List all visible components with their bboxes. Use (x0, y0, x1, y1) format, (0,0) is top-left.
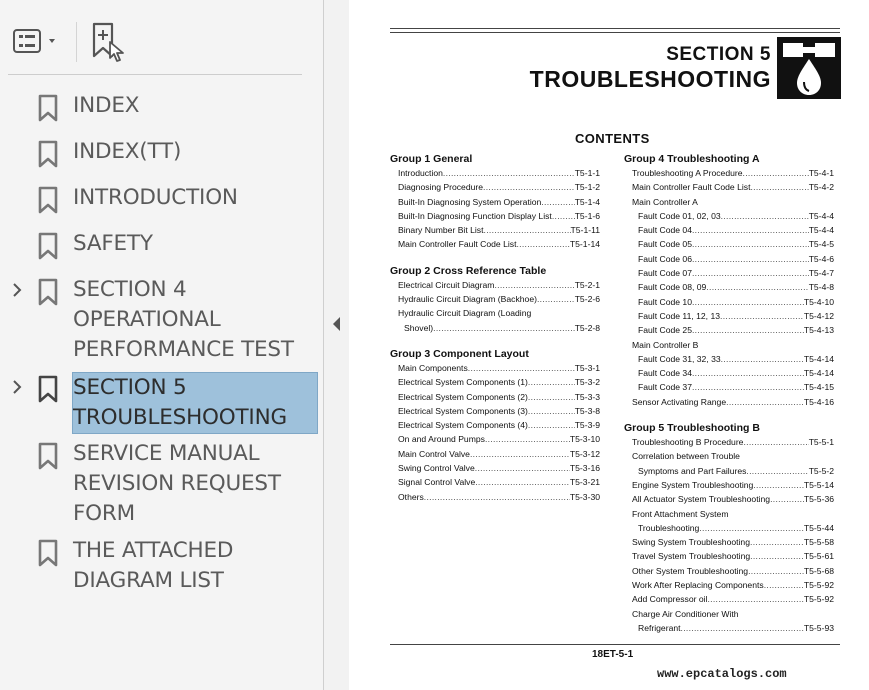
dot-leader (537, 292, 575, 306)
top-rule-2 (390, 32, 840, 33)
entry-title: Fault Code 05 (638, 239, 692, 250)
dot-leader (743, 166, 809, 180)
entry-title: Troubleshooting B Procedure (632, 437, 744, 448)
contents-left-column (390, 152, 600, 504)
entry-title: Electrical System Components (4) (398, 420, 528, 431)
entry-page: T5-4-12 (803, 310, 834, 321)
bookmark-label-line: TROUBLESHOOTING (73, 405, 287, 430)
entry-page: T5-3-8 (574, 405, 600, 416)
dot-leader (728, 507, 834, 521)
entry-page: T5-5-14 (803, 479, 834, 490)
contents-entry[interactable] (390, 166, 600, 180)
contents-entry[interactable] (624, 607, 834, 621)
dot-leader (692, 223, 809, 237)
dot-leader (706, 280, 808, 294)
dot-leader (753, 478, 804, 492)
entry-page: T5-3-21 (569, 477, 600, 488)
entry-title: Fault Code 25 (638, 325, 692, 336)
dot-leader (484, 223, 571, 237)
entry-title: Swing System Troubleshooting (632, 537, 750, 548)
dot-leader (698, 338, 834, 352)
entry-page: T5-5-92 (803, 594, 834, 605)
dot-leader (764, 578, 804, 592)
dot-leader (692, 266, 809, 280)
entry-page: T5-5-61 (803, 551, 834, 562)
contents-entry[interactable] (624, 295, 834, 309)
entry-page: T5-3-10 (569, 434, 600, 445)
bookmark-icon (38, 539, 58, 567)
collapse-panel-button[interactable] (326, 310, 346, 338)
contents-entry[interactable] (624, 549, 834, 563)
dot-leader (726, 395, 804, 409)
bookmark-icon (38, 278, 58, 306)
dot-leader (743, 435, 808, 449)
dot-leader (516, 237, 569, 251)
entry-title: Symptoms and Part Failures (638, 465, 747, 476)
bookmark-icon (38, 232, 58, 260)
bookmark-icon (38, 375, 58, 403)
contents-entry[interactable] (390, 180, 600, 194)
dot-leader (528, 404, 575, 418)
contents-entry[interactable] (390, 223, 600, 237)
entry-title: Electrical Circuit Diagram (398, 279, 495, 290)
entry-title: Main Controller Fault Code List (632, 182, 751, 193)
contents-entry[interactable] (624, 209, 834, 223)
bookmark-label-line: INDEX(TT) (73, 139, 182, 164)
entry-page: T5-4-6 (808, 253, 834, 264)
entry-title: Fault Code 08, 09 (638, 282, 707, 293)
entry-title: Fault Code 34 (638, 368, 692, 379)
dot-leader (475, 475, 570, 489)
entry-title: Electrical System Components (2) (398, 391, 528, 402)
toolbar-divider (8, 74, 302, 75)
dot-leader (750, 549, 804, 563)
entry-page: T5-1-14 (569, 239, 600, 250)
contents-entry[interactable] (624, 166, 834, 180)
dot-leader (746, 464, 808, 478)
contents-entry[interactable] (624, 535, 834, 549)
dot-leader (541, 195, 574, 209)
entry-page: T5-1-2 (574, 182, 600, 193)
contents-entry[interactable] (390, 418, 600, 432)
entry-page: T5-4-2 (808, 182, 834, 193)
entry-title: Electrical System Components (3) (398, 405, 528, 416)
bookmark-label (72, 372, 318, 434)
bookmark-label-line: SECTION 4 (73, 277, 187, 302)
contents-entry[interactable] (624, 578, 834, 592)
entry-title: Other System Troubleshooting (632, 565, 749, 576)
dot-leader (494, 278, 574, 292)
group-spacer (390, 252, 600, 264)
entry-page: T5-5-36 (803, 494, 834, 505)
dot-leader (528, 418, 575, 432)
bookmark-label-line: FORM (73, 501, 135, 526)
contents-entry[interactable] (390, 306, 600, 320)
dot-leader (750, 535, 804, 549)
list-options-icon (10, 22, 66, 60)
section-heading (530, 44, 771, 92)
entry-title: Charge Air Conditioner With (632, 608, 739, 619)
entry-page: T5-1-6 (574, 210, 600, 221)
entry-page: T5-4-10 (803, 296, 834, 307)
contents-entry[interactable] (624, 435, 834, 449)
bookmark-label (73, 439, 281, 529)
entry-title: Signal Control Valve (398, 477, 476, 488)
contents-group-heading: Group 3 Component Layout (390, 347, 529, 360)
contents-entry[interactable] (624, 309, 834, 323)
bookmark-label-line: INDEX (73, 93, 140, 118)
dot-leader (699, 521, 804, 535)
dot-leader (485, 432, 570, 446)
entry-title: Diagnosing Procedure (398, 182, 484, 193)
entry-title: Front Attachment System (632, 508, 729, 519)
dot-leader (748, 564, 804, 578)
entry-title: Correlation between Trouble (632, 451, 740, 462)
entry-page: T5-4-15 (803, 382, 834, 393)
dot-leader (740, 449, 834, 463)
bookmarks-panel (0, 0, 324, 690)
add-bookmark-icon (86, 20, 130, 64)
dot-leader (692, 295, 804, 309)
contents-entry[interactable] (390, 237, 600, 251)
entry-page: T5-4-14 (803, 368, 834, 379)
contents-entry[interactable] (624, 223, 834, 237)
bookmarks-toolbar (0, 0, 323, 74)
contents-entry[interactable] (624, 464, 834, 478)
entry-title: Fault Code 10 (638, 296, 692, 307)
contents-right-column (624, 152, 834, 635)
entry-title: Main Control Valve (398, 448, 470, 459)
entry-page: T5-2-1 (574, 279, 600, 290)
bookmark-label (73, 91, 139, 121)
entry-title: Binary Number Bit List (398, 225, 484, 236)
entry-page: T5-5-58 (803, 537, 834, 548)
contents-entry[interactable] (390, 195, 600, 209)
entry-title: Electrical System Components (1) (398, 377, 528, 388)
bookmark-label (73, 275, 294, 365)
dot-leader (770, 492, 804, 506)
contents-group-heading: Group 4 Troubleshooting A (624, 153, 760, 165)
entry-page: T5-5-44 (803, 522, 834, 533)
entry-title: Fault Code 07 (638, 268, 692, 279)
entry-title: Add Compressor oil (632, 594, 708, 605)
entry-title: Fault Code 04 (638, 225, 692, 236)
dot-leader (468, 361, 575, 375)
entry-title: Hydraulic Circuit Diagram (Backhoe) (398, 294, 537, 305)
contents-entry[interactable] (624, 180, 834, 194)
bookmark-label-line: SAFETY (73, 231, 153, 256)
bookmark-label-line: DIAGRAM LIST (73, 568, 224, 593)
entry-title: Troubleshooting A Procedure (632, 168, 743, 178)
contents-entry[interactable] (390, 361, 600, 375)
entry-page: T5-2-8 (574, 322, 600, 333)
contents-entry[interactable] (390, 321, 600, 335)
entry-title: Fault Code 11, 12, 13 (638, 310, 721, 321)
dot-leader (698, 195, 834, 209)
entry-page: T5-1-4 (574, 196, 600, 207)
contents-entry[interactable] (624, 195, 834, 209)
dot-leader (692, 237, 809, 251)
entry-title: Sensor Activating Range (632, 396, 727, 407)
entry-title: Hydraulic Circuit Diagram (Loading (398, 308, 532, 319)
entry-page: T5-4-13 (803, 325, 834, 336)
entry-title: Fault Code 01, 02, 03 (638, 210, 721, 221)
entry-title: Troubleshooting (638, 522, 700, 533)
entry-title: Travel System Troubleshooting (632, 551, 751, 562)
entry-title: Swing Control Valve (398, 463, 475, 474)
bookmark-icon (38, 442, 58, 470)
bookmark-label-line: SECTION 5 (73, 375, 187, 400)
contents-entry[interactable] (624, 478, 834, 492)
entry-page: T5-4-8 (808, 282, 834, 293)
dot-leader (531, 306, 600, 320)
bookmark-icon (38, 186, 58, 214)
chevron-right-icon[interactable] (9, 278, 25, 302)
entry-title: Built-In Diagnosing System Operation (398, 196, 542, 207)
contents-entry[interactable] (390, 375, 600, 389)
entry-page: T5-4-1 (808, 168, 834, 178)
dot-leader (483, 180, 575, 194)
section-number: SECTION 5 (666, 44, 771, 65)
oil-drop-icon (777, 37, 841, 99)
entry-page: T5-1-1 (574, 168, 600, 178)
document-page (349, 0, 869, 690)
entry-page: T5-4-14 (803, 353, 834, 364)
contents-entry[interactable] (624, 564, 834, 578)
entry-title: Built-In Diagnosing Function Display List (398, 210, 552, 221)
contents-entry[interactable] (624, 449, 834, 463)
bookmark-label (73, 137, 181, 167)
dot-leader (681, 621, 804, 635)
bookmark-label-line: SERVICE MANUAL (73, 441, 260, 466)
dot-leader (475, 461, 570, 475)
contents-entry[interactable] (390, 404, 600, 418)
entry-page: T5-3-9 (574, 420, 600, 431)
entry-page: T5-3-16 (569, 463, 600, 474)
bookmark-label-line: INTRODUCTION (73, 185, 238, 210)
contents-entry[interactable] (624, 323, 834, 337)
contents-entry[interactable] (624, 380, 834, 394)
entry-title: Work After Replacing Components (632, 580, 764, 591)
dot-leader (528, 390, 575, 404)
entry-page: T5-4-16 (803, 396, 834, 407)
contents-entry[interactable] (624, 621, 834, 635)
bookmark-icon (38, 94, 58, 122)
entry-page: T5-3-30 (569, 491, 600, 502)
entry-page: T5-3-3 (574, 391, 600, 402)
contents-entry[interactable] (624, 521, 834, 535)
contents-group-heading: Group 1 General (390, 153, 473, 165)
contents-entry[interactable] (624, 507, 834, 521)
entry-page: T5-3-12 (569, 448, 600, 459)
dot-leader (692, 380, 804, 394)
section-name: TROUBLESHOOTING (529, 66, 771, 92)
dot-leader (552, 209, 575, 223)
watermark-url: www.epcatalogs.com (657, 667, 787, 681)
chevron-left-icon (330, 315, 342, 333)
panel-gutter (324, 0, 349, 690)
dot-leader (739, 607, 834, 621)
bottom-rule (390, 644, 840, 645)
entry-page: T5-4-4 (808, 210, 834, 221)
dot-leader (692, 323, 804, 337)
entry-page: T5-5-1 (808, 437, 834, 448)
bookmark-label-line: PERFORMANCE TEST (73, 337, 294, 362)
contents-entry[interactable] (624, 252, 834, 266)
group-spacer (624, 409, 834, 421)
entry-title: Main Controller B (632, 339, 699, 350)
entry-title: Shovel) (404, 322, 434, 333)
contents-entry[interactable] (624, 366, 834, 380)
entry-title: Introduction (398, 168, 443, 178)
dot-leader (721, 352, 804, 366)
bookmark-options-button[interactable] (10, 22, 66, 60)
entry-page: T5-2-6 (574, 294, 600, 305)
dot-leader (692, 252, 809, 266)
dot-leader (720, 309, 804, 323)
entry-title: Fault Code 31, 32, 33 (638, 353, 721, 364)
entry-title: Fault Code 37 (638, 382, 692, 393)
entry-page: T5-3-2 (574, 377, 600, 388)
bookmark-icon (38, 140, 58, 168)
dot-leader (433, 321, 575, 335)
entry-title: Refrigerant (638, 622, 681, 633)
bookmark-label-line: THE ATTACHED (73, 538, 234, 563)
entry-page: T5-1-11 (570, 225, 600, 236)
contents-entry[interactable] (624, 492, 834, 506)
dot-leader (707, 592, 803, 606)
toolbar-separator (76, 22, 77, 62)
contents-entry[interactable] (390, 432, 600, 446)
bookmark-label (73, 183, 238, 213)
entry-page: T5-4-4 (808, 225, 834, 236)
dot-leader (721, 209, 809, 223)
contents-entry[interactable] (390, 278, 600, 292)
contents-entry[interactable] (390, 390, 600, 404)
contents-entry[interactable] (624, 395, 834, 409)
contents-entry[interactable] (390, 292, 600, 306)
contents-group-heading: Group 5 Troubleshooting B (624, 422, 760, 435)
contents-heading: CONTENTS (575, 131, 650, 146)
dot-leader (528, 375, 575, 389)
contents-entry[interactable] (390, 475, 600, 489)
dot-leader (424, 490, 570, 504)
entry-page: T5-5-2 (808, 465, 834, 476)
dot-leader (443, 166, 575, 180)
contents-entry[interactable] (390, 447, 600, 461)
bookmark-label-line: OPERATIONAL (73, 307, 221, 332)
bookmark-label (73, 229, 153, 259)
contents-entry[interactable] (624, 338, 834, 352)
entry-page: T5-4-7 (808, 268, 834, 279)
entry-title: On and Around Pumps (398, 434, 485, 445)
group-spacer (390, 335, 600, 347)
entry-title: Main Controller A (632, 196, 698, 207)
entry-page: T5-5-68 (803, 565, 834, 576)
entry-page: T5-3-1 (574, 362, 600, 373)
dot-leader (470, 447, 570, 461)
add-bookmark-button[interactable] (86, 20, 130, 64)
contents-entry[interactable] (390, 490, 600, 504)
contents-entry[interactable] (390, 461, 600, 475)
bookmark-label (73, 536, 233, 596)
top-rule (390, 28, 840, 29)
contents-entry[interactable] (624, 266, 834, 280)
entry-title: All Actuator System Troubleshooting (632, 494, 771, 505)
entry-title: Main Components (398, 362, 468, 373)
entry-title: Main Controller Fault Code List (398, 239, 517, 250)
contents-group-heading: Group 2 Cross Reference Table (390, 264, 547, 277)
bookmark-label-line: REVISION REQUEST (73, 471, 281, 496)
contents-entry[interactable] (624, 280, 834, 294)
entry-page: T5-5-92 (803, 580, 834, 591)
dot-leader (750, 180, 808, 194)
entry-title: Fault Code 06 (638, 253, 692, 264)
entry-page: T5-5-93 (803, 622, 834, 633)
chevron-right-icon[interactable] (9, 375, 25, 399)
entry-page: T5-4-5 (808, 239, 834, 250)
contents-entry[interactable] (624, 352, 834, 366)
contents-entry[interactable] (624, 592, 834, 606)
entry-title: Others (398, 491, 424, 502)
dot-leader (692, 366, 804, 380)
page-code: 18ET-5-1 (592, 649, 634, 660)
entry-title: Engine System Troubleshooting (632, 479, 754, 490)
contents-entry[interactable] (390, 209, 600, 223)
contents-entry[interactable] (624, 237, 834, 251)
